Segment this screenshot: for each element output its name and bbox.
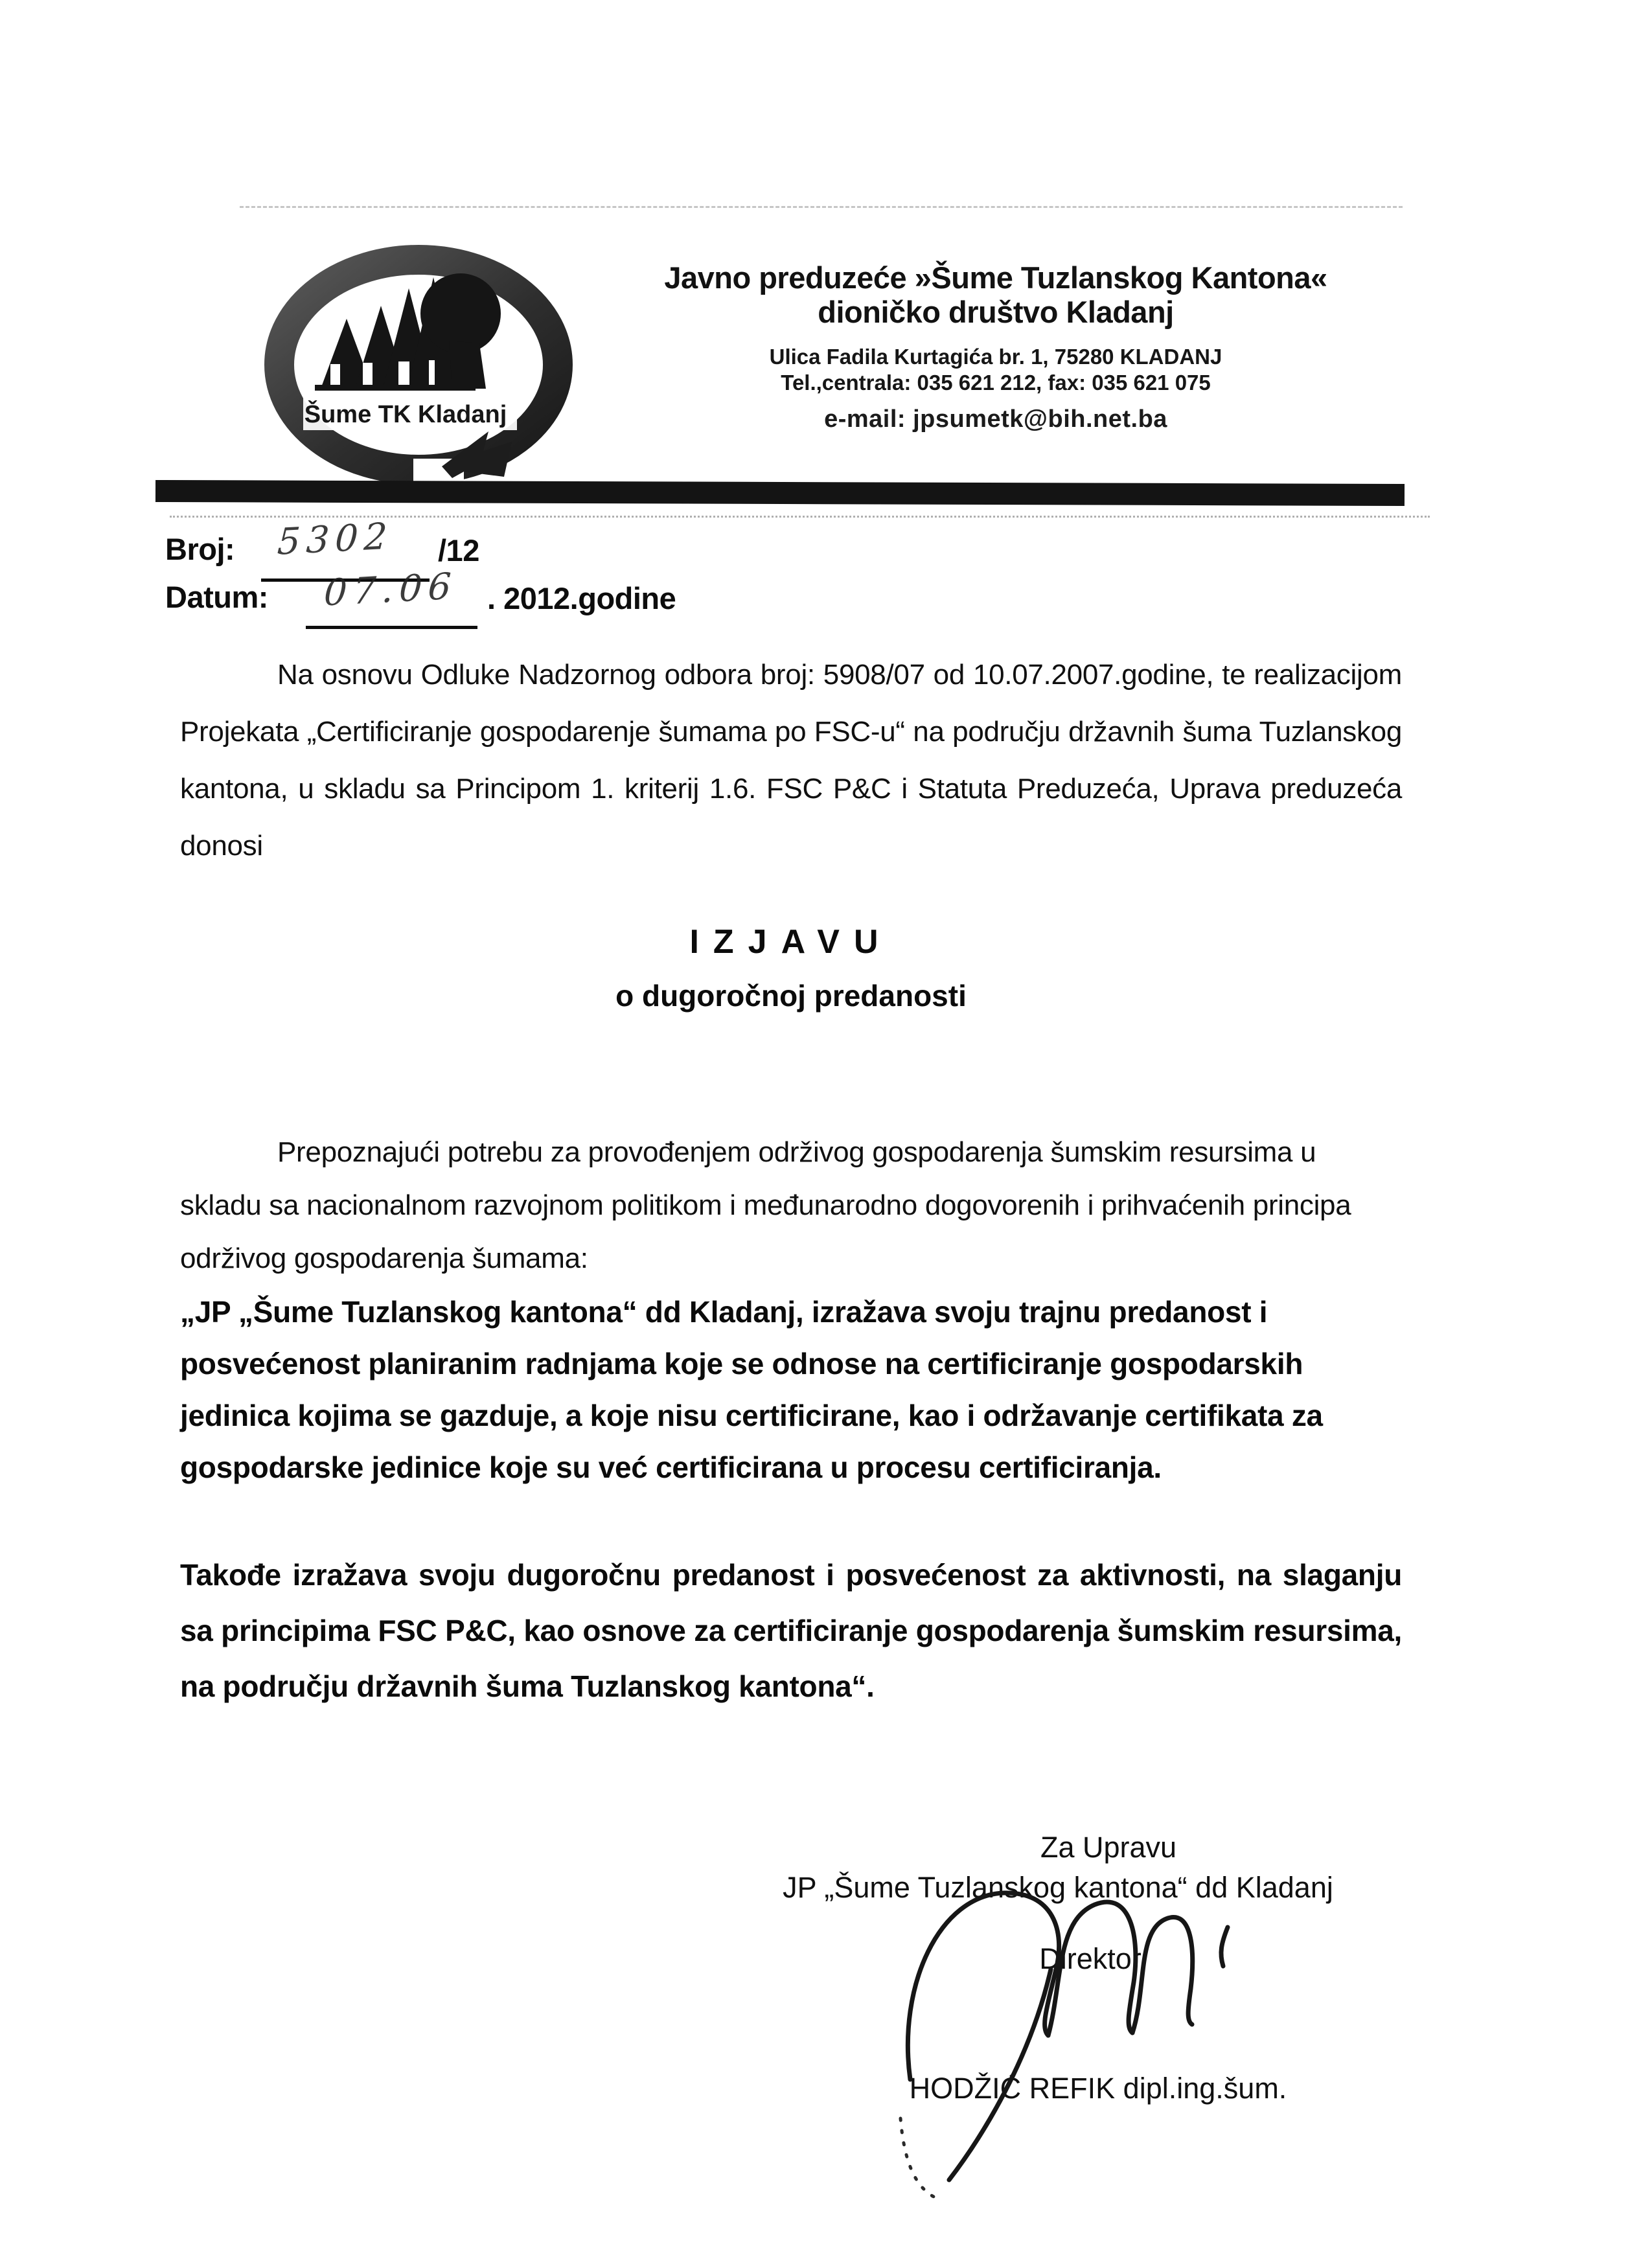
- broj-label: Broj:: [165, 532, 235, 566]
- broj-suffix: /12: [438, 533, 479, 567]
- document-title: IZJAVU: [689, 923, 893, 961]
- company-phone-fax: Tel.,centrala: 035 621 212, fax: 035 621 075: [781, 371, 1211, 395]
- company-email: e-mail: jpsumetk@bih.net.ba: [824, 406, 1167, 433]
- document-subtitle-wrap: [180, 978, 1402, 1013]
- signature-scribble-icon: [842, 1866, 1296, 2235]
- header-divider: [155, 480, 1405, 506]
- company-address: Ulica Fadila Kurtagića br. 1, 75280 KLADANJ: [769, 345, 1222, 369]
- datum-suffix: . 2012.godine: [487, 581, 676, 615]
- scan-artifact-dashed-line: [240, 206, 1403, 208]
- paragraph-recognition: Prepoznajući potrebu za provođenjem održivog gospodarenja šumskim resursima u skladu sa nacionalnom razvojnom politikom i međunarodno dogovorenih i prihvaćenih principa održivog gospodarenja šumama:: [180, 1136, 1351, 1274]
- logo-text: Šume TK Kladanj: [304, 401, 507, 428]
- signature-role: Direktor: [1039, 1942, 1141, 1975]
- company-name-line2: dioničko društvo Kladanj: [818, 295, 1174, 329]
- paragraph-commitment-1: „JP „Šume Tuzlanskog kantona“ dd Kladanj, izražava svoju trajnu predanost i posvećenost planiranim radnjama koje se odnose na certificiranje gospodarskih jedinica kojima se gazduje, a koje nisu certificirane, kao i održavanje certifikata za gospodarske jedinice koje su već certificirana u procesu certificiranja.: [180, 1295, 1323, 1484]
- company-name-line1: Javno preduzeće »Šume Tuzlanskog Kantona«: [664, 260, 1327, 295]
- company-logo-icon: [258, 237, 582, 496]
- paragraph-commitment-2: Takođe izražava svoju dugoročnu predanost i posvećenost za aktivnosti, na slaganju sa principima FSC P&C, kao osnove za certificiranje gospodarenja šumskim resursima, na području državnih šuma Tuzlanskog kantona“.: [180, 1558, 1402, 1703]
- signature-company: JP „Šume Tuzlanskog kantona“ dd Kladanj: [783, 1871, 1333, 1904]
- broj-handwritten-value: 5302: [276, 515, 395, 564]
- signature-for-board: Za Upravu: [1040, 1831, 1177, 1864]
- document-title-wrap: [180, 922, 1402, 961]
- paragraph-intro: Na osnovu Odluke Nadzornog odbora broj: 5908/07 od 10.07.2007.godine, te realizacijom Projekata „Certificiranje gospodarenje šumama po FSC-u“ na području državnih šuma Tuzlanskog kantona, u skladu sa Principom 1. kriterij 1.6. FSC P&C i Statuta Preduzeća, Uprava preduzeća donosi: [180, 659, 1402, 862]
- datum-label: Datum:: [165, 580, 268, 614]
- datum-handwritten-value: 07.06: [323, 565, 458, 615]
- signature-name: HODŽIĆ REFIK dipl.ing.šum.: [909, 2072, 1287, 2105]
- document-subtitle: o dugoročnoj predanosti: [615, 979, 967, 1013]
- company-name: [575, 260, 1417, 329]
- datum-underline: [306, 626, 477, 629]
